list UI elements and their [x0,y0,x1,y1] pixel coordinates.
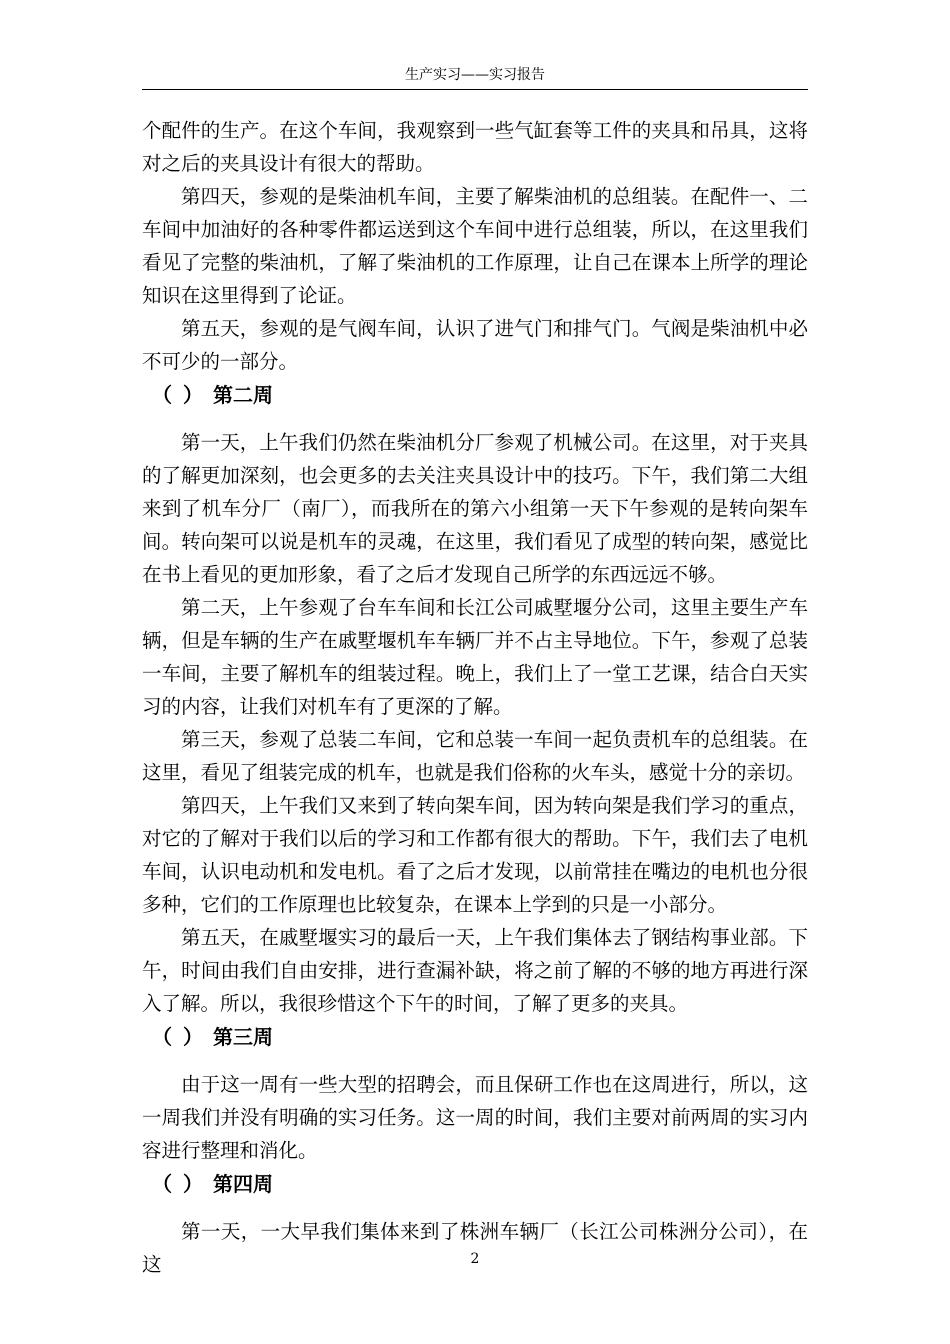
page-number: 2 [470,1251,480,1267]
heading-number-placeholder: （ ） [152,383,205,407]
heading-number-placeholder: （ ） [152,1172,205,1196]
paragraph-day4: 第四天，参观的是柴油机车间，主要了解柴油机的总组装。在配件一、二车间中加油好的各种零件都运送到这个车间中进行总组装，所以，在这里我们看见了完整的柴油机，了解了柴油机的工作原理，让自己在课本上所学的理论知识在这里得到了论证。 [142,185,808,307]
page-body [142,114,808,1281]
paragraph: 第四天，上午我们又来到了转向架车间，因为转向架是我们学习的重点，对它的了解对于我们以后的学习和工作都有很大的帮助。下午，我们去了电机车间，认识电动机和发电机。看了之后才发现，以前常挂在嘴边的电机也分很多种，它们的工作原理也比较复杂，在课本上学到的只是一小部分。 [142,794,808,916]
paragraph: 第二天，上午参观了台车车间和长江公司戚墅堰分公司，这里主要生产车辆，但是车辆的生产在戚墅堰机车车辆厂并不占主导地位。下午，参观了总装一车间，主要了解机车的组装过程。晚上，我们上了一堂工艺课，结合白天实习的内容，让我们对机车有了更深的了解。 [142,596,808,718]
paragraph: 第三天，参观了总装二车间，它和总装一车间一起负责机车的总组装。在这里，看见了组装完成的机车，也就是我们俗称的火车头，感觉十分的亲切。 [142,728,808,784]
header-rule [142,89,808,90]
section-heading-week4 [142,1167,808,1201]
paragraph: 第五天，在戚墅堰实习的最后一天，上午我们集体去了钢结构事业部。下午，时间由我们自由安排，进行查漏补缺，将之前了解的不够的地方再进行深入了解。所以，我很珍惜这个下午的时间，了解了更多的夹具。 [142,926,808,1015]
heading-text: 第四周 [212,1172,273,1196]
paragraph-continued: 个配件的生产。在这个车间，我观察到一些气缸套等工件的夹具和吊具，这将对之后的夹具设计有很大的帮助。 [142,119,808,175]
paragraph: 第一天，上午我们仍然在柴油机分厂参观了机械公司。在这里，对于夹具的了解更加深刻，也会更多的去关注夹具设计中的技巧。下午，我们第二大组来到了机车分厂（南厂），而我所在的第六小组第一天下午参观的是转向架车间。转向架可以说是机车的灵魂，在这里，我们看见了成型的转向架，感觉比在书上看见的更加形象，看了之后才发现自己所学的东西远远不够。 [142,431,808,586]
paragraph: 由于这一周有一些大型的招聘会，而且保研工作也在这周进行，所以，这一周我们并没有明确的实习任务。这一周的时间，我们主要对前两周的实习内容进行整理和消化。 [142,1073,808,1162]
paragraph: 第一天，一大早我们集体来到了株洲车辆厂（长江公司株洲分公司），在这 [142,1220,808,1276]
heading-text: 第三周 [212,1025,273,1049]
heading-text: 第二周 [212,383,273,407]
heading-number-placeholder: （ ） [152,1025,205,1049]
section-heading-week2 [142,378,808,412]
section-heading-week3 [142,1020,808,1054]
paragraph-day5: 第五天，参观的是气阀车间，认识了进气门和排气门。气阀是柴油机中必不可少的一部分。 [142,317,808,373]
running-header: 生产实习——实习报告 [405,67,545,83]
